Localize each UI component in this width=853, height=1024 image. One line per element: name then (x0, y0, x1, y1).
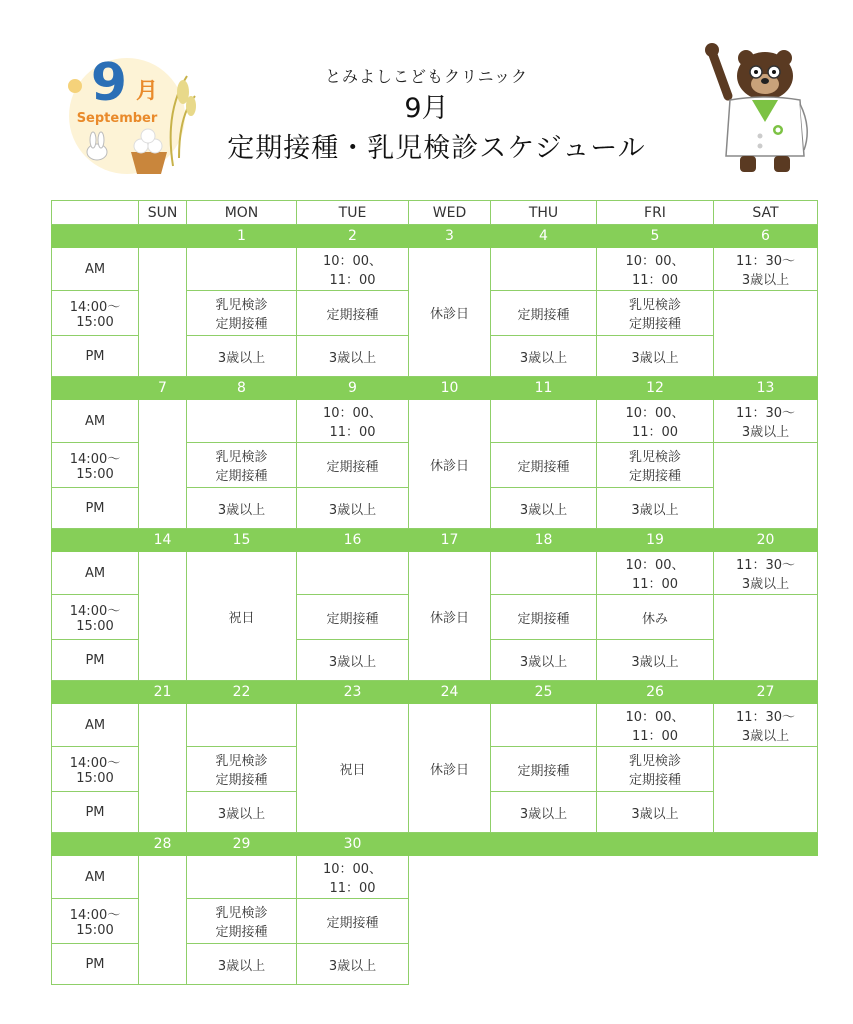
thu-am-cell (491, 248, 597, 291)
sat-rest-cell (714, 747, 818, 833)
tue-pm-cell: 3歳以上 (297, 640, 409, 681)
date-cell (714, 833, 818, 856)
thu-pm-cell: 3歳以上 (491, 792, 597, 833)
page-header (0, 0, 853, 190)
date-cell (139, 225, 187, 248)
date-cell: 23 (297, 681, 409, 704)
slot-label-am: AM (52, 704, 139, 747)
date-cell: 12 (597, 377, 714, 400)
thu-mid-cell: 定期接種 (491, 747, 597, 792)
tue-mid-cell: 定期接種 (297, 595, 409, 640)
slot-label-pm: PM (52, 336, 139, 377)
empty-area (409, 856, 818, 985)
date-cell: 28 (139, 833, 187, 856)
sunday-empty-cell (139, 552, 187, 681)
mon-pm-cell: 3歳以上 (187, 944, 297, 985)
sat-rest-cell (714, 443, 818, 529)
sunday-empty-cell (139, 704, 187, 833)
fri-mid-cell: 乳児検診 定期接種 (597, 443, 714, 488)
thu-am-cell (491, 552, 597, 595)
date-cell: 24 (409, 681, 491, 704)
mon-mid-cell: 乳児検診 定期接種 (187, 747, 297, 792)
slot-label-am: AM (52, 248, 139, 291)
wed-closed-cell: 休診日 (409, 248, 491, 377)
sat-am-cell: 11：30〜 3歳以上 (714, 400, 818, 443)
date-cell: 27 (714, 681, 818, 704)
tue-pm-cell: 3歳以上 (297, 944, 409, 985)
date-cell: 5 (597, 225, 714, 248)
sat-rest-cell (714, 595, 818, 681)
mon-am-cell (187, 248, 297, 291)
slot-label-mid: 14:00〜 15:00 (52, 899, 139, 944)
tue-mid-cell: 定期接種 (297, 291, 409, 336)
mon-am-cell (187, 704, 297, 747)
sat-am-cell: 11：30〜 3歳以上 (714, 248, 818, 291)
header-cell-wed: WED (409, 201, 491, 225)
mon-mid-cell: 乳児検診 定期接種 (187, 443, 297, 488)
schedule-table (51, 200, 818, 985)
thu-pm-cell: 3歳以上 (491, 640, 597, 681)
date-cell: 6 (714, 225, 818, 248)
header-cell-fri: FRI (597, 201, 714, 225)
schedule-title: 定期接種・乳児検診スケジュール (227, 133, 646, 164)
tue-am-cell: 10：00、 11：00 (297, 248, 409, 291)
wed-closed-cell: 休診日 (409, 704, 491, 833)
slot-label-pm: PM (52, 792, 139, 833)
slot-label-mid: 14:00〜 15:00 (52, 747, 139, 792)
date-cell: 3 (409, 225, 491, 248)
date-cell (52, 225, 139, 248)
fri-am-cell: 10：00、 11：00 (597, 704, 714, 747)
date-cell: 13 (714, 377, 818, 400)
tue-mid-cell: 定期接種 (297, 443, 409, 488)
date-cell: 9 (297, 377, 409, 400)
fri-am-cell: 10：00、 11：00 (597, 552, 714, 595)
tue-pm-cell: 3歳以上 (297, 336, 409, 377)
mon-pm-cell: 3歳以上 (187, 792, 297, 833)
mon-pm-cell: 3歳以上 (187, 336, 297, 377)
mon-holiday-cell: 祝日 (187, 552, 297, 681)
fri-pm-cell: 3歳以上 (597, 792, 714, 833)
date-cell: 2 (297, 225, 409, 248)
date-cell (491, 833, 597, 856)
mon-am-cell (187, 856, 297, 899)
am-row (52, 400, 818, 443)
thu-pm-cell: 3歳以上 (491, 336, 597, 377)
date-row (52, 529, 818, 552)
date-cell: 4 (491, 225, 597, 248)
date-cell: 18 (491, 529, 597, 552)
date-cell: 25 (491, 681, 597, 704)
date-cell: 14 (139, 529, 187, 552)
date-cell (52, 377, 139, 400)
date-cell: 20 (714, 529, 818, 552)
date-row (52, 377, 818, 400)
tue-holiday-cell: 祝日 (297, 704, 409, 833)
tue-am-cell (297, 552, 409, 595)
sat-rest-cell (714, 291, 818, 377)
date-cell: 10 (409, 377, 491, 400)
tue-pm-cell: 3歳以上 (297, 488, 409, 529)
wed-closed-cell: 休診日 (409, 400, 491, 529)
date-row (52, 225, 818, 248)
slot-label-mid: 14:00〜 15:00 (52, 595, 139, 640)
sat-am-cell: 11：30〜 3歳以上 (714, 552, 818, 595)
header-cell-thu: THU (491, 201, 597, 225)
slot-label-pm: PM (52, 944, 139, 985)
clinic-name: とみよしこどもクリニック (324, 67, 529, 86)
thu-mid-cell: 定期接種 (491, 595, 597, 640)
date-cell: 17 (409, 529, 491, 552)
fri-mid-cell: 乳児検診 定期接種 (597, 747, 714, 792)
badge-kanji: 月 (135, 79, 159, 104)
sunday-empty-cell (139, 248, 187, 377)
header-cell-blank (52, 201, 139, 225)
thu-pm-cell: 3歳以上 (491, 488, 597, 529)
date-cell: 1 (187, 225, 297, 248)
header-cell-sun: SUN (139, 201, 187, 225)
header-cell-mon: MON (187, 201, 297, 225)
sunday-empty-cell (139, 856, 187, 985)
header-cell-tue: TUE (297, 201, 409, 225)
badge-english: September (76, 111, 158, 126)
tue-am-cell: 10：00、 11：00 (297, 400, 409, 443)
fri-mid-cell: 休み (597, 595, 714, 640)
fri-pm-cell: 3歳以上 (597, 488, 714, 529)
slot-label-am: AM (52, 856, 139, 899)
date-cell: 11 (491, 377, 597, 400)
wed-closed-cell: 休診日 (409, 552, 491, 681)
slot-label-pm: PM (52, 640, 139, 681)
date-cell: 21 (139, 681, 187, 704)
am-row (52, 248, 818, 291)
date-cell: 15 (187, 529, 297, 552)
slot-label-mid: 14:00〜 15:00 (52, 443, 139, 488)
thu-am-cell (491, 400, 597, 443)
date-cell: 7 (139, 377, 187, 400)
tue-am-cell: 10：00、 11：00 (297, 856, 409, 899)
sat-am-cell: 11：30〜 3歳以上 (714, 704, 818, 747)
thu-am-cell (491, 704, 597, 747)
fri-pm-cell: 3歳以上 (597, 640, 714, 681)
mon-mid-cell: 乳児検診 定期接種 (187, 291, 297, 336)
date-cell: 29 (187, 833, 297, 856)
date-row (52, 681, 818, 704)
date-cell (52, 833, 139, 856)
date-cell: 26 (597, 681, 714, 704)
date-cell: 30 (297, 833, 409, 856)
mon-pm-cell: 3歳以上 (187, 488, 297, 529)
date-cell: 22 (187, 681, 297, 704)
date-row (52, 833, 818, 856)
fri-mid-cell: 乳児検診 定期接種 (597, 291, 714, 336)
date-cell (409, 833, 491, 856)
date-cell: 16 (297, 529, 409, 552)
date-cell: 8 (187, 377, 297, 400)
date-cell (597, 833, 714, 856)
tue-mid-cell: 定期接種 (297, 899, 409, 944)
thu-mid-cell: 定期接種 (491, 443, 597, 488)
sunday-empty-cell (139, 400, 187, 529)
month-heading: 9月 (404, 93, 449, 124)
am-row (52, 856, 818, 899)
weekday-header-row (52, 201, 818, 225)
fri-am-cell: 10：00、 11：00 (597, 248, 714, 291)
mon-am-cell (187, 400, 297, 443)
thu-mid-cell: 定期接種 (491, 291, 597, 336)
slot-label-pm: PM (52, 488, 139, 529)
slot-label-am: AM (52, 552, 139, 595)
header-cell-sat: SAT (714, 201, 818, 225)
badge-number: 9 (90, 53, 128, 113)
fri-am-cell: 10：00、 11：00 (597, 400, 714, 443)
am-row (52, 704, 818, 747)
date-cell (52, 529, 139, 552)
date-cell: 19 (597, 529, 714, 552)
date-cell (52, 681, 139, 704)
am-row (52, 552, 818, 595)
slot-label-mid: 14:00〜 15:00 (52, 291, 139, 336)
bear-doctor-mascot-illustration (700, 38, 818, 178)
slot-label-am: AM (52, 400, 139, 443)
fri-pm-cell: 3歳以上 (597, 336, 714, 377)
mon-mid-cell: 乳児検診 定期接種 (187, 899, 297, 944)
